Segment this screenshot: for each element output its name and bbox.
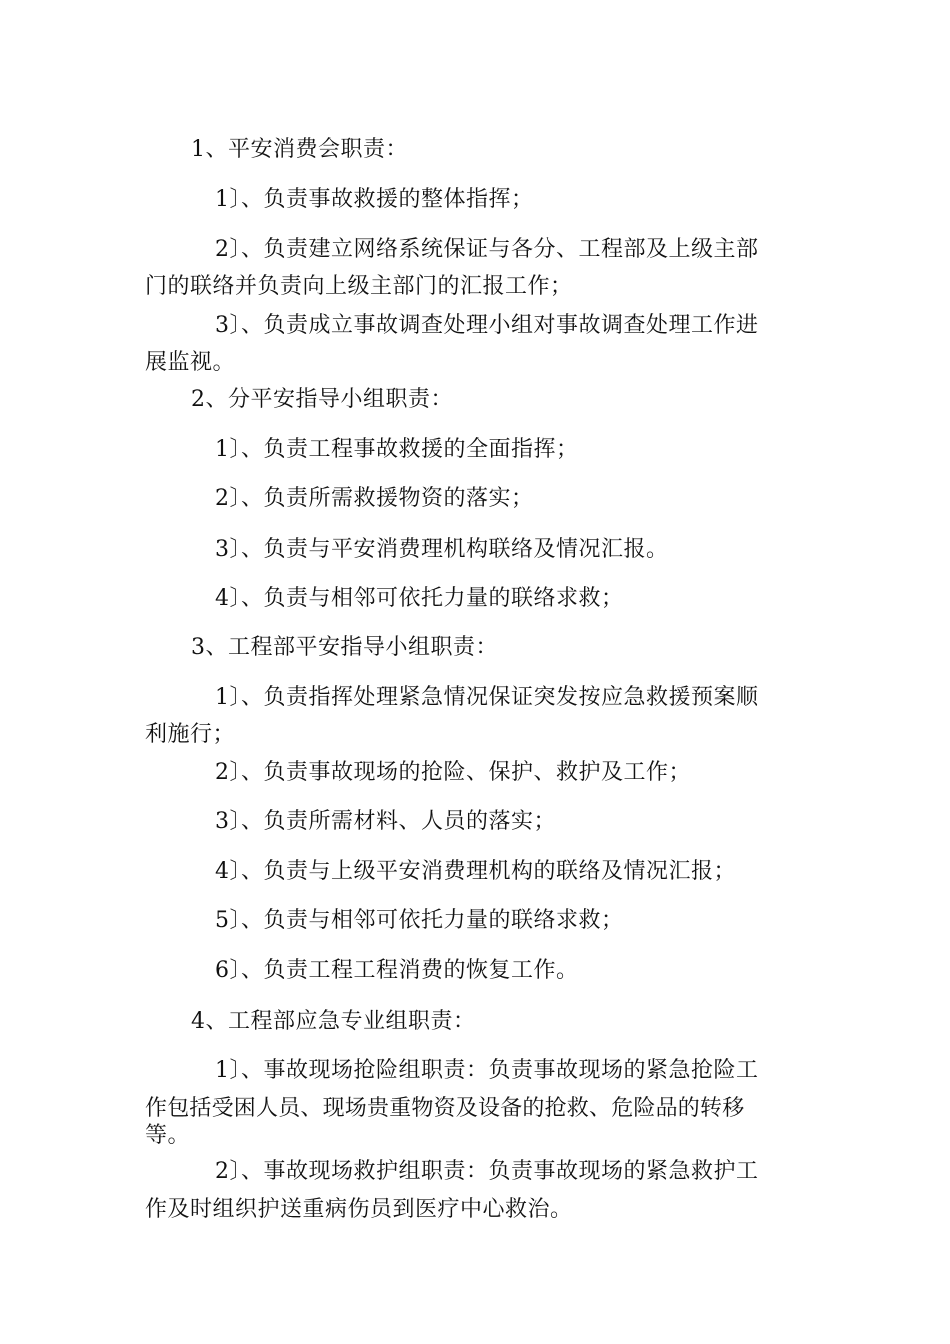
list-item: 3〕、负责与平安消费理机构联络及情况汇报。 [215, 537, 669, 562]
list-item-continuation: 作包括受困人员、现场贵重物资及设备的抢救、危险品的转移 [145, 1096, 745, 1121]
list-item: 1〕、负责工程事故救援的全面指挥； [215, 437, 579, 462]
list-item-continuation: 展监视。 [145, 350, 236, 375]
list-item: 3〕、负责成立事故调查处理小组对事故调查处理工作进 [215, 313, 759, 338]
list-item: 2〕、负责建立网络系统保证与各分、工程部及上级主部 [215, 237, 759, 262]
section-heading: 1、平安消费会职责： [191, 137, 408, 162]
list-item: 1〕、负责指挥处理紧急情况保证突发按应急救援预案顺 [215, 685, 759, 710]
list-item-continuation: 利施行； [145, 722, 236, 747]
section-heading: 4、工程部应急专业组职责： [191, 1009, 476, 1034]
list-item: 4〕、负责与相邻可依托力量的联络求救； [215, 586, 624, 611]
list-item-continuation: 门的联络并负责向上级主部门的汇报工作； [145, 274, 573, 299]
list-item: 1〕、事故现场抢险组职责：负责事故现场的紧急抢险工 [215, 1058, 759, 1083]
list-item: 2〕、负责事故现场的抢险、保护、救护及工作； [215, 760, 691, 785]
list-item-continuation: 作及时组织护送重病伤员到医疗中心救治。 [145, 1197, 573, 1222]
list-item: 2〕、事故现场救护组职责：负责事故现场的紧急救护工 [215, 1159, 759, 1184]
list-item: 1〕、负责事故救援的整体指挥； [215, 187, 534, 212]
list-item: 4〕、负责与上级平安消费理机构的联络及情况汇报； [215, 859, 736, 884]
section-heading: 2、分平安指导小组职责： [191, 387, 453, 412]
list-item: 2〕、负责所需救援物资的落实； [215, 486, 534, 511]
list-item: 3〕、负责所需材料、人员的落实； [215, 809, 556, 834]
list-item-continuation: 等。 [145, 1123, 191, 1148]
section-heading: 3、工程部平安指导小组职责： [191, 635, 498, 660]
list-item: 5〕、负责与相邻可依托力量的联络求救； [215, 908, 624, 933]
list-item: 6〕、负责工程工程消费的恢复工作。 [215, 958, 579, 983]
